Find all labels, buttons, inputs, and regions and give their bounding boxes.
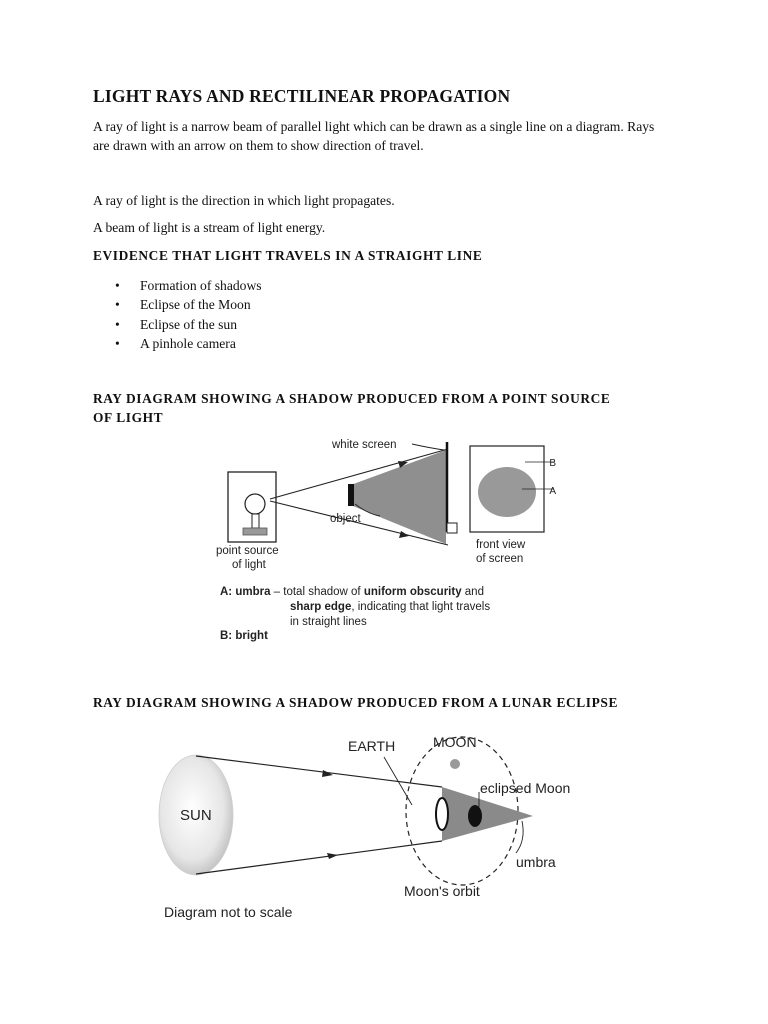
list-item: • Formation of shadows xyxy=(93,276,262,295)
object-label: object xyxy=(330,513,361,525)
point-source-label-line1: point source xyxy=(216,545,279,557)
list-item: • Eclipse of the sun xyxy=(93,315,262,334)
white-screen-label: white screen xyxy=(332,439,397,451)
diagram1-heading-line1: RAY DIAGRAM SHOWING A SHADOW PRODUCED FROM A POINT SOURCE xyxy=(93,391,611,406)
page-title: LIGHT RAYS AND RECTILINEAR PROPAGATION xyxy=(93,86,511,106)
not-to-scale-note: Diagram not to scale xyxy=(164,904,293,920)
evidence-heading: EVIDENCE THAT LIGHT TRAVELS IN A STRAIGHT LINE xyxy=(93,248,483,263)
bright-caption: B: bright xyxy=(220,630,268,642)
label-b: B xyxy=(549,458,556,469)
paragraph-ray-direction: A ray of light is the direction in which light propagates. xyxy=(93,193,395,208)
arrow-icon xyxy=(327,853,338,859)
bullet-icon: • xyxy=(115,278,120,293)
evidence-list xyxy=(93,276,262,353)
diagram1-heading-line2: OF LIGHT xyxy=(93,410,164,425)
lunar-eclipse-diagram xyxy=(150,725,580,930)
bulb-icon xyxy=(245,494,265,514)
bullet-icon: • xyxy=(115,297,120,313)
moons-orbit-label: Moon's orbit xyxy=(404,883,480,899)
bulb-stem xyxy=(252,514,259,528)
bullet-icon: • xyxy=(115,316,120,332)
umbra-circle xyxy=(478,467,536,517)
bulb-base xyxy=(243,528,267,535)
diagram2-heading: RAY DIAGRAM SHOWING A SHADOW PRODUCED FROM A LUNAR ECLIPSE xyxy=(93,695,618,710)
list-item: • Eclipse of the Moon xyxy=(93,295,262,314)
eclipsed-moon xyxy=(468,805,482,827)
umbra-caption-line3: in straight lines xyxy=(290,616,367,628)
moon-disc xyxy=(450,759,460,769)
umbra-caption-line2: sharp edge, indicating that light travels xyxy=(290,601,491,613)
paragraph-beam-definition: A beam of light is a stream of light energy. xyxy=(93,220,326,235)
umbra-caption: A: umbra – total shadow of uniform obscurity and xyxy=(220,586,484,598)
object-block xyxy=(348,484,354,506)
point-source-label-line2: of light xyxy=(232,559,266,571)
paragraph-ray-definition: A ray of light is a narrow beam of parallel light which can be drawn as a single line on a diagram. Rays are drawn with an arrow on them to show direction of travel. xyxy=(93,119,655,153)
moon-label: MOON xyxy=(433,734,477,750)
bullet-icon: • xyxy=(115,335,120,351)
point-source-shadow-diagram xyxy=(200,432,560,658)
eclipsed-moon-label: eclipsed Moon xyxy=(480,780,571,796)
list-item: • A pinhole camera xyxy=(93,334,262,353)
front-view-label-line1: front view xyxy=(476,539,526,551)
lower-ray xyxy=(196,841,442,874)
upper-ray xyxy=(196,756,442,787)
earth-disc xyxy=(436,798,448,830)
screen-stand xyxy=(447,523,457,533)
label-a: A xyxy=(549,486,556,497)
earth-label: EARTH xyxy=(348,738,396,754)
umbra-region xyxy=(348,450,446,544)
front-view-label-line2: of screen xyxy=(476,553,524,565)
umbra-label: umbra xyxy=(516,854,556,870)
sun-label: SUN xyxy=(180,807,212,824)
